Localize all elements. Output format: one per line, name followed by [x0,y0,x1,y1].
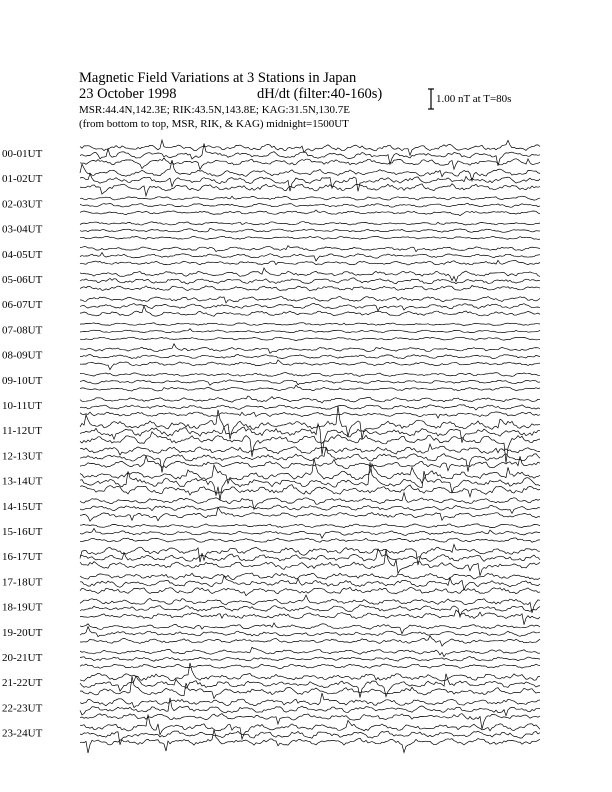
trace-RIK-12-13UT [80,448,540,473]
trace-KAG-03-04UT [80,222,540,225]
trace-RIK-20-21UT [80,657,540,662]
row-label: 10-11UT [2,400,42,412]
station-coordinates: MSR:44.4N,142.3E; RIK:43.5N,143.8E; KAG:31.5N,130.7E [79,104,351,116]
trace-RIK-13-14UT [80,462,540,500]
trace-KAG-09-10UT [80,373,540,377]
trace-MSR-23-24UT [80,730,540,753]
row-02-03UT [2,196,540,215]
row-label: 20-21UT [2,652,43,664]
row-05-06UT [2,268,540,291]
trace-RIK-23-24UT [80,731,540,745]
row-19-20UT [2,623,540,646]
trace-RIK-18-19UT [80,605,540,617]
trace-KAG-06-07UT [80,297,540,303]
row-label: 13-14UT [2,475,43,488]
row-label: 15-16UT [2,526,43,538]
trace-MSR-11-12UT [80,432,540,463]
row-04-05UT [2,246,540,265]
row-23-24UT [2,715,540,754]
trace-KAG-16-17UT [80,544,540,565]
trace-MSR-05-06UT [80,286,540,291]
trace-RIK-14-15UT [80,505,540,513]
row-label: 07-08UT [2,324,43,337]
chart-title: Magnetic Field Variations at 3 Stations in Japan [79,70,357,86]
row-21-22UT [2,663,540,699]
trace-RIK-08-09UT [80,354,540,358]
trace-MSR-18-19UT [80,610,540,625]
chart-date: 23 October 1998 [79,86,177,102]
trace-RIK-17-18UT [80,576,540,590]
row-13-14UT [2,459,540,501]
trace-RIK-06-07UT [80,303,540,311]
trace-KAG-11-12UT [80,406,540,439]
row-label: 14-15UT [2,500,43,513]
trace-KAG-02-03UT [80,196,540,200]
trace-MSR-15-16UT [80,538,540,542]
row-label: 12-13UT [2,450,43,463]
trace-KAG-18-19UT [80,595,540,613]
row-label: 03-04UT [2,223,43,236]
trace-RIK-04-05UT [80,253,540,261]
trace-KAG-08-09UT [80,344,540,354]
trace-MSR-16-17UT [80,549,540,575]
row-label: 01-02UT [2,173,43,186]
trace-MSR-17-18UT [80,587,540,595]
station-order-note: (from bottom to top, MSR, RIK, & KAG) midnight=1500UT [79,118,349,130]
trace-RIK-22-23UT [80,698,540,716]
trace-MSR-02-03UT [80,210,540,216]
row-17-18UT [2,573,540,596]
row-07-08UT [2,323,540,341]
row-06-07UT [2,297,540,317]
trace-RIK-03-04UT [80,228,540,232]
row-03-04UT [2,222,540,240]
row-14-15UT [2,493,540,521]
trace-MSR-20-21UT [80,664,540,669]
row-label: 22-23UT [2,702,43,715]
row-18-19UT [2,595,540,625]
trace-KAG-13-14UT [80,459,540,484]
trace-RIK-19-20UT [80,627,540,637]
trace-MSR-12-13UT [80,456,540,471]
trace-KAG-19-20UT [80,623,540,634]
trace-KAG-14-15UT [80,493,540,510]
row-label: 00-01UT [2,148,43,160]
row-label: 04-05UT [2,248,43,261]
row-22-23UT [2,693,540,729]
row-label: 02-03UT [2,198,43,211]
row-10-11UT [2,396,540,418]
trace-MSR-21-22UT [80,676,540,698]
trace-KAG-07-08UT [80,323,540,326]
trace-KAG-04-05UT [80,246,540,252]
trace-MSR-04-05UT [80,260,540,265]
row-20-21UT [2,647,540,668]
row-label: 23-24UT [2,727,43,740]
trace-MSR-07-08UT [80,337,540,341]
trace-MSR-01-02UT [80,184,540,196]
row-label: 08-09UT [2,349,43,362]
row-12-13UT [2,444,540,472]
row-15-16UT [2,524,540,542]
row-01-02UT [2,160,540,196]
row-label: 16-17UT [2,551,43,564]
trace-MSR-14-15UT [80,507,540,521]
trace-KAG-15-16UT [80,524,540,528]
chart-quantity: dH/dt (filter:40-160s) [257,86,383,102]
trace-MSR-19-20UT [80,636,540,646]
row-label: 05-06UT [2,274,43,286]
trace-KAG-12-13UT [80,444,540,455]
trace-KAG-10-11UT [80,396,540,403]
trace-MSR-08-09UT [80,360,540,370]
trace-RIK-05-06UT [80,278,540,284]
row-09-10UT [2,373,540,391]
trace-MSR-10-11UT [80,412,540,418]
trace-KAG-20-21UT [80,647,540,656]
row-label: 09-10UT [2,374,43,387]
trace-MSR-00-01UT [80,158,540,170]
row-08-09UT [2,344,540,370]
row-label: 18-19UT [2,601,43,614]
row-label: 17-18UT [2,576,43,589]
trace-MSR-13-14UT [80,485,540,497]
row-16-17UT [2,544,540,575]
trace-RIK-10-11UT [80,405,540,410]
trace-RIK-07-08UT [80,329,540,333]
trace-MSR-03-04UT [80,236,540,239]
row-label: 19-20UT [2,626,43,639]
scale-label: 1.00 nT at T=80s [436,93,512,105]
row-label: 11-12UT [2,425,42,438]
trace-KAG-17-18UT [80,573,540,580]
trace-RIK-15-16UT [80,529,540,539]
trace-RIK-09-10UT [80,380,540,385]
trace-KAG-05-06UT [80,268,540,282]
row-label: 21-22UT [2,677,43,690]
trace-KAG-22-23UT [80,693,540,707]
row-label: 06-07UT [2,299,43,312]
trace-MSR-09-10UT [80,385,540,391]
trace-RIK-02-03UT [80,203,540,207]
